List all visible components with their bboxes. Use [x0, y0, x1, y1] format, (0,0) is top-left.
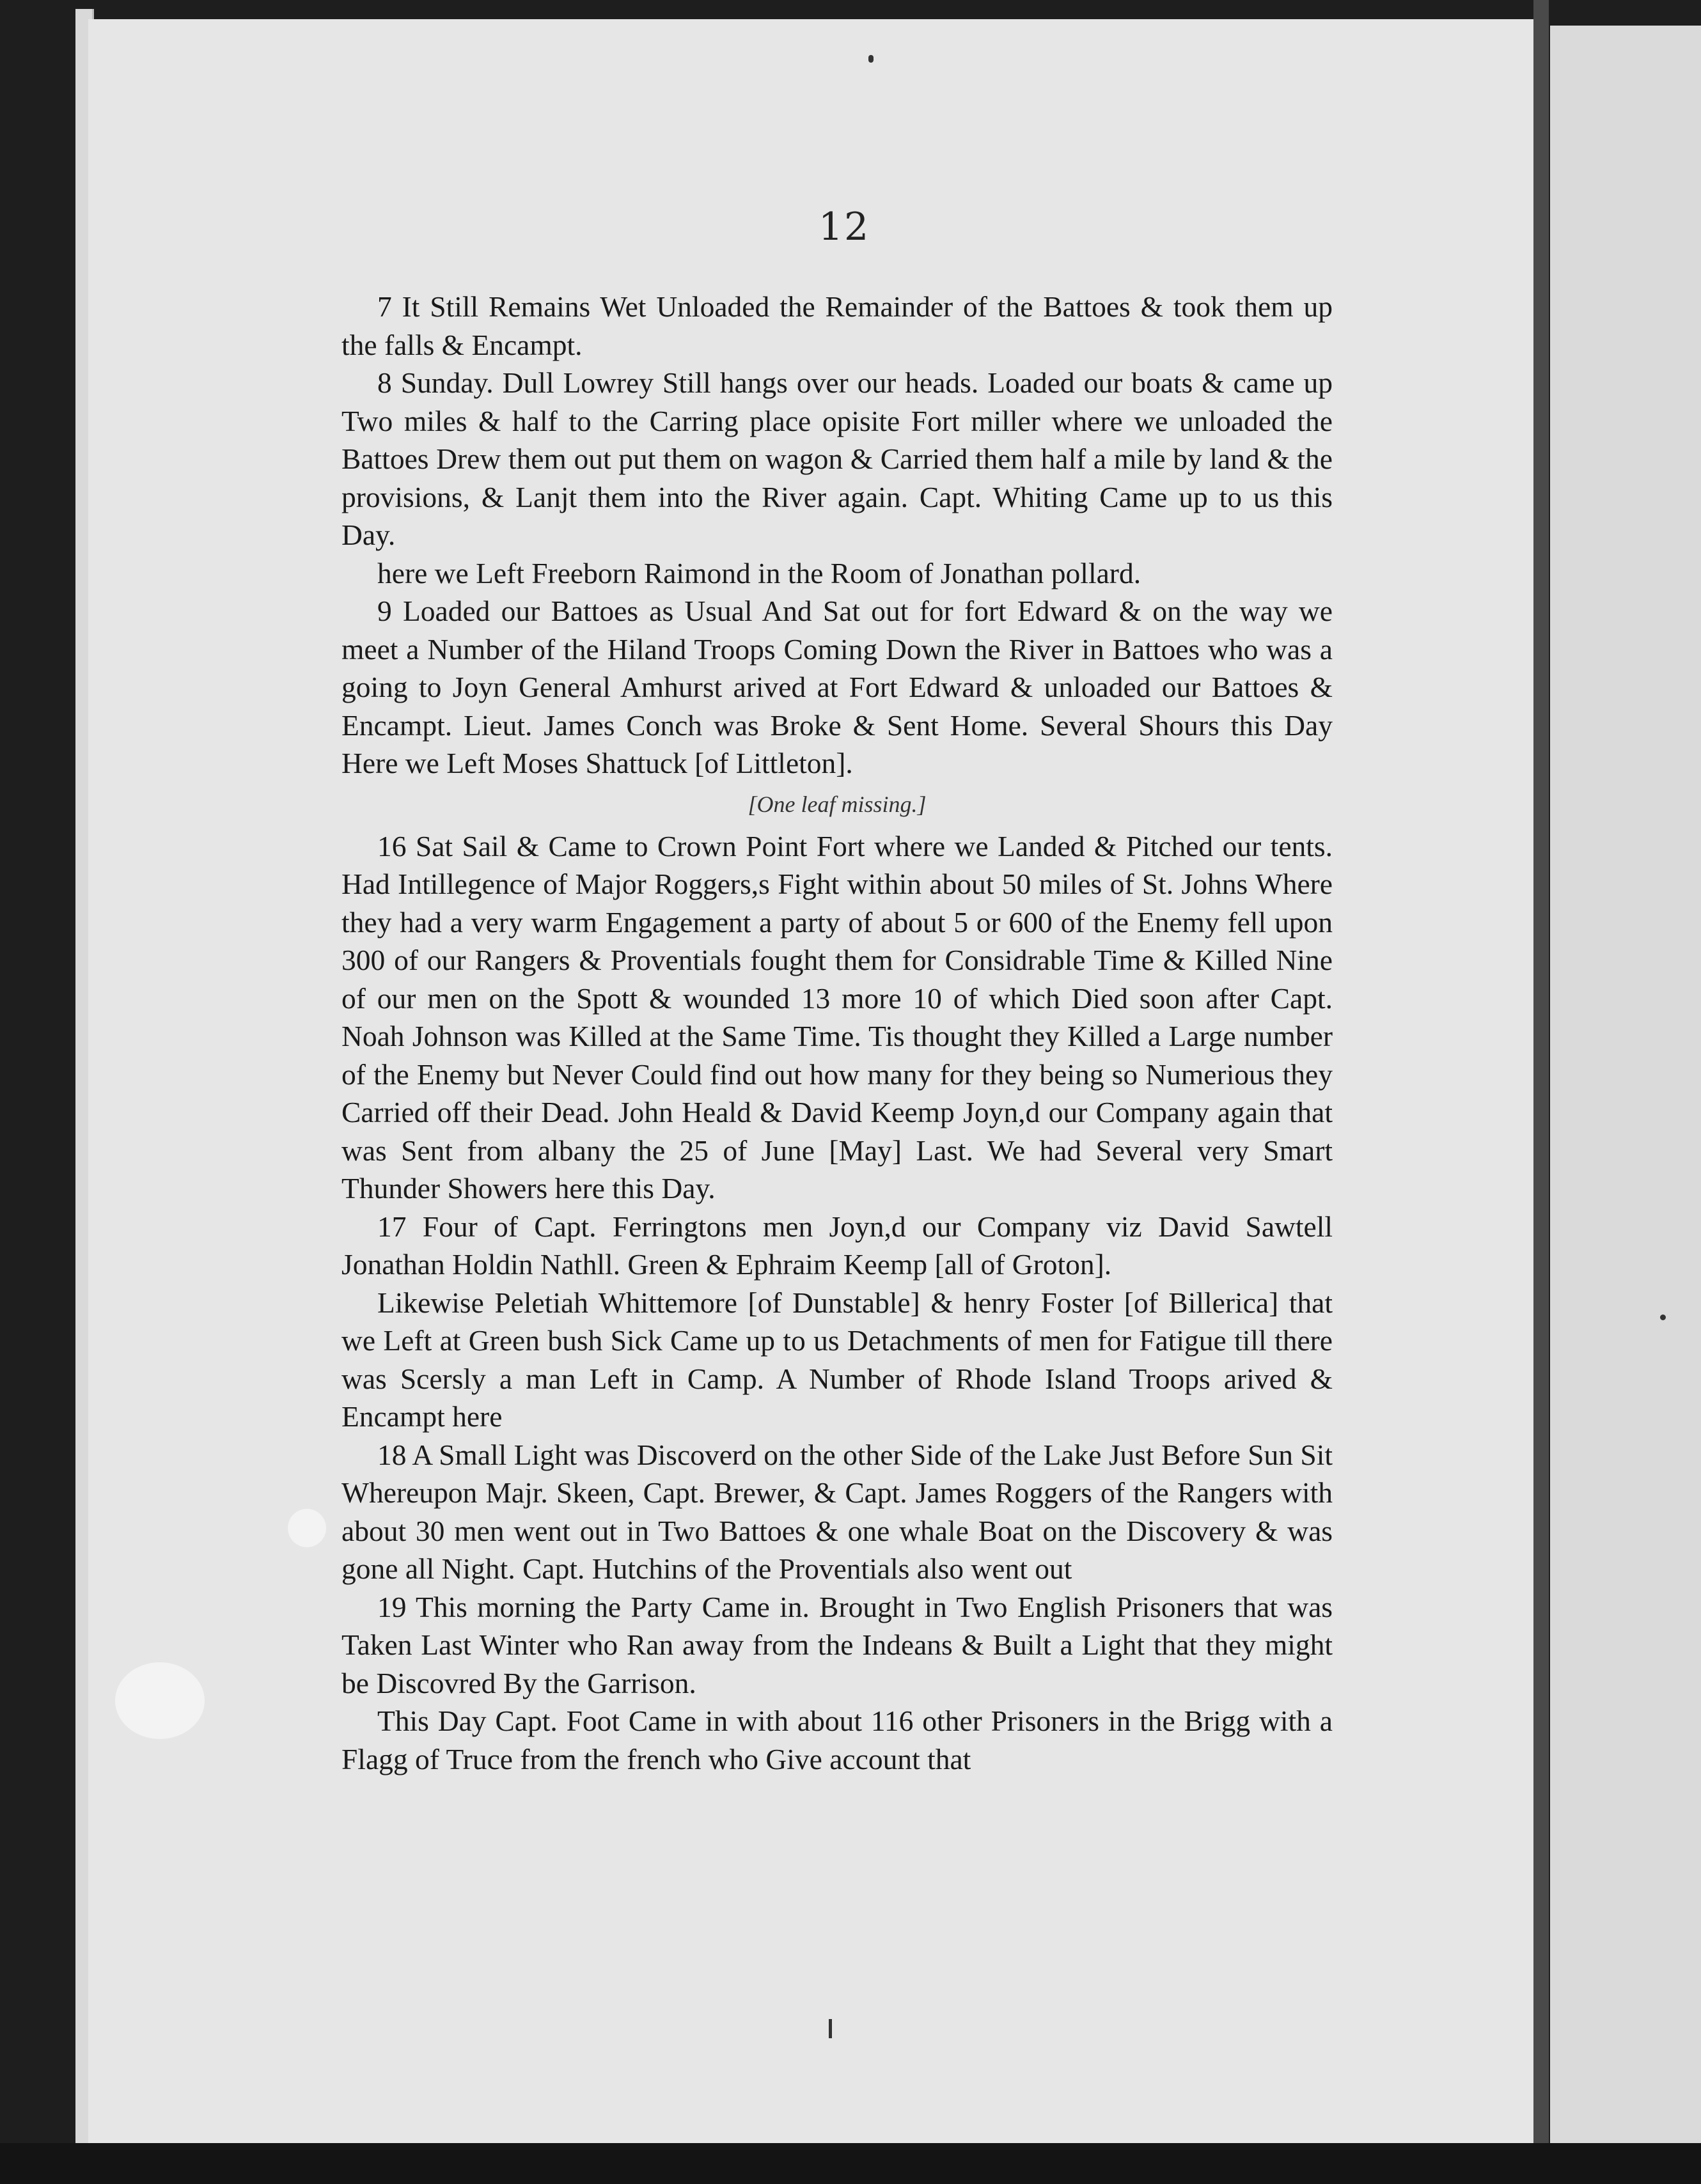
page-body [341, 288, 1333, 1778]
ink-speck [829, 2019, 832, 2038]
scan-border [0, 2143, 1701, 2184]
paragraph: This Day Capt. Foot Came in with about 116 other Prisoners in the Brigg with a Flagg of Truce from the french who Give account that [341, 1704, 1333, 1775]
book-spine [1533, 0, 1549, 2184]
facing-page [1550, 26, 1701, 2155]
paragraph: Likewise Peletiah Whittemore [of Dunstable] & henry Foster [of Billerica] that we Left at Green bush Sick Came up to us Detachments of men for Fatigue till there was Scersly a man Left in Camp. A Number of Rhode Island Troops arived & Encampt here [341, 1286, 1333, 1433]
editorial-note: [One leaf missing.] [748, 791, 927, 817]
page-number: 12 [818, 205, 870, 249]
paragraph: 9 Loaded our Battoes as Usual And Sat out for fort Edward & on the way we meet a Number of the Hiland Troops Coming Down the River in Battoes who was a going to Joyn General Amhurst arived at Fort Edward & unloaded our Battoes & Encampt. Lieut. James Conch was Broke & Sent Home. Several Shours this Day Here we Left Moses Shattuck [of Littleton]. [341, 595, 1333, 779]
paragraph: 18 A Small Light was Discoverd on the other Side of the Lake Just Before Sun Sit Whereupon Majr. Skeen, Capt. Brewer, & Capt. James Roggers of the Rangers with about 30 men went out in Two Battoes & one whale Boat on the Discovery & was gone all Night. Capt. Hutchins of the Proventials also went out [341, 1438, 1333, 1585]
paragraph: 19 This morning the Party Came in. Brought in Two English Prisoners that was Taken Last Winter who Ran away from the Indeans & Built a Light that they might be Discovred By the Garrison. [341, 1590, 1333, 1699]
ink-speck [1660, 1314, 1666, 1320]
paragraph: 7 It Still Remains Wet Unloaded the Remainder of the Battoes & took them up the falls & Encampt. [341, 290, 1333, 361]
paragraph: 17 Four of Capt. Ferringtons men Joyn,d our Company viz David Sawtell Jonathan Holdin Nathll. Green & Ephraim Keemp [all of Groton]. [341, 1210, 1333, 1281]
scan-glare [288, 1509, 326, 1547]
paragraph: 8 Sunday. Dull Lowrey Still hangs over our heads. Loaded our boats & came up Two miles & half to the Carring place opisite Fort miller where we unloaded the Battoes Drew them out put them on wagon & Carried them half a mile by land & the provisions, & Lanjt them into the River again. Capt. Whiting Came up to us this Day. [341, 366, 1333, 551]
paragraph: here we Left Freeborn Raimond in the Room of Jonathan pollard. [377, 556, 1141, 589]
scan-glare [115, 1662, 205, 1739]
ink-speck [868, 55, 874, 63]
paragraph: 16 Sat Sail & Came to Crown Point Fort where we Landed & Pitched our tents. Had Intillegence of Major Roggers,s Fight within about 50 miles of St. Johns Where they had a very warm Engagement a party of about 5 or 600 of the Enemy fell upon 300 of our Rangers & Proventials fought them for Considrable Time & Killed Nine of our men on the Spott & wounded 13 more 10 of which Died soon after Capt. Noah Johnson was Killed at the Same Time. Tis thought they Killed a Large number of the Enemy but Never Could find out how many for they being so Numerious they Carried off their Dead. John Heald & David Keemp Joyn,d our Company again that was Sent from albany the 25 of June [May] Last. We had Several very Smart Thunder Showers here this Day. [341, 829, 1333, 1205]
